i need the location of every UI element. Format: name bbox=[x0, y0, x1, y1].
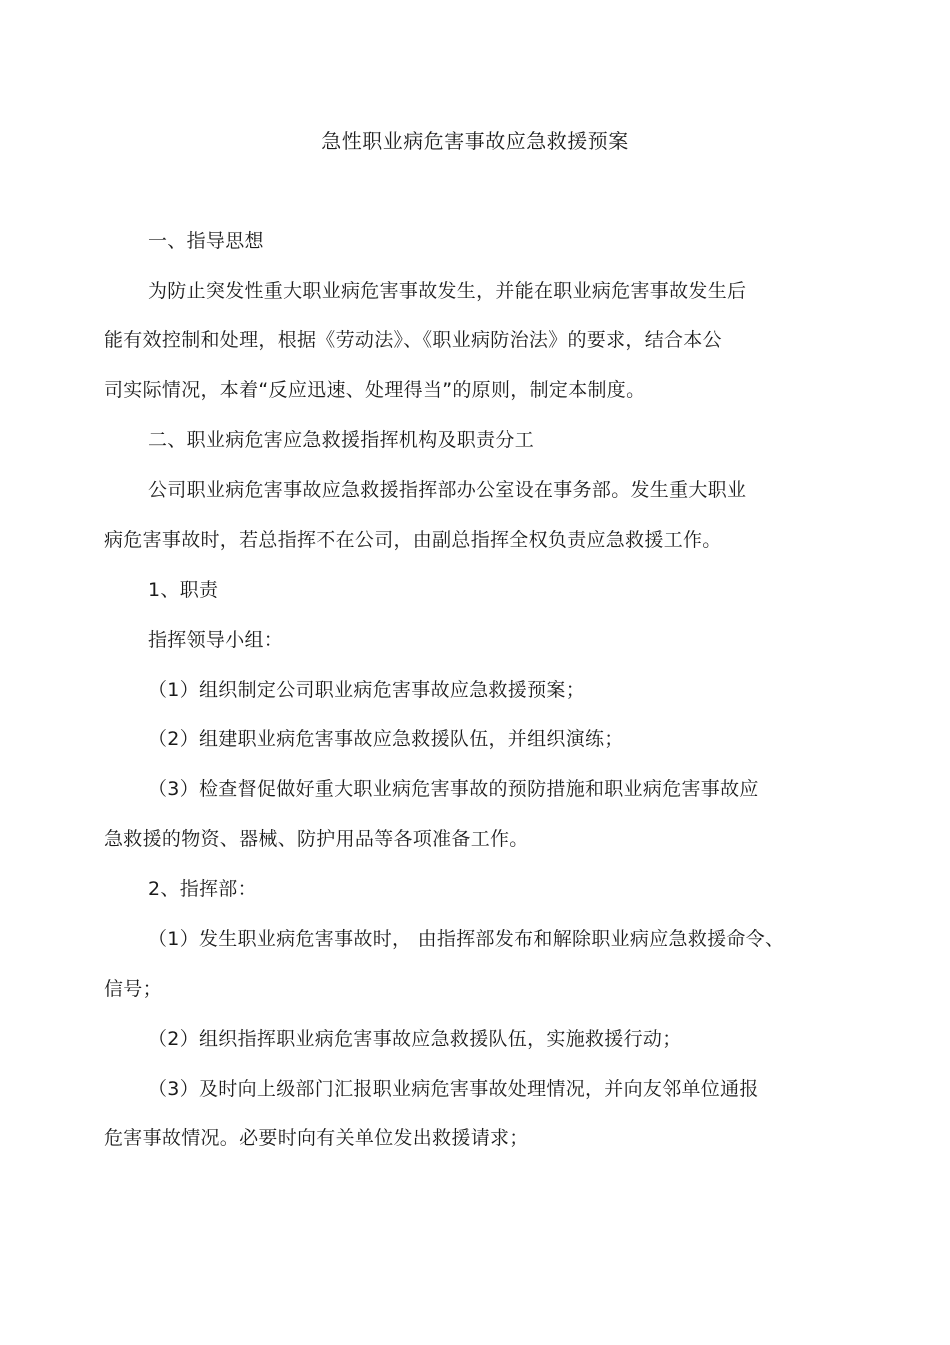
list-item-continuation: 急救援的物资、器械、防护用品等各项准备工作。 bbox=[104, 828, 529, 850]
list-item: （2）组建职业病危害事故应急救援队伍，并组织演练； bbox=[148, 728, 624, 750]
document-title: 急性职业病危害事故应急救援预案 bbox=[321, 129, 629, 153]
paragraph-line: 指挥领导小组： bbox=[148, 629, 284, 651]
list-item: （1）组织制定公司职业病危害事故应急救援预案； bbox=[148, 679, 585, 701]
list-item: （3）及时向上级部门汇报职业病危害事故处理情况，并向友邻单位通报 bbox=[148, 1078, 759, 1100]
list-item-continuation: 危害事故情况。必要时向有关单位发出救援请求； bbox=[104, 1127, 529, 1149]
paragraph-line: 病危害事故时，若总指挥不在公司，由副总指挥全权负责应急救援工作。 bbox=[104, 529, 722, 551]
section-heading-guiding-principle: 一、指导思想 bbox=[148, 230, 264, 252]
list-item: （1）发生职业病危害事故时， 由指挥部发布和解除职业病应急救援命令、 bbox=[148, 928, 785, 950]
paragraph-line: 能有效控制和处理，根据《劳动法》、《职业病防治法》的要求，结合本公 bbox=[104, 329, 722, 351]
section-heading-command-structure: 二、职业病危害应急救援指挥机构及职责分工 bbox=[148, 429, 535, 451]
paragraph-line: 为防止突发性重大职业病危害事故发生，并能在职业病危害事故发生后 bbox=[148, 280, 747, 302]
list-item: （3）检查督促做好重大职业病危害事故的预防措施和职业病危害事故应 bbox=[148, 778, 759, 800]
paragraph-line: 司实际情况，本着“反应迅速、处理得当”的原则，制定本制度。 bbox=[104, 379, 646, 401]
list-item: （2）组织指挥职业病危害事故应急救援队伍，实施救援行动； bbox=[148, 1028, 682, 1050]
subsection-heading-command-center: 2、指挥部： bbox=[148, 878, 257, 900]
subsection-heading-duties: 1、职责 bbox=[148, 579, 219, 601]
list-item-continuation: 信号； bbox=[104, 978, 162, 1000]
paragraph-line: 公司职业病危害事故应急救援指挥部办公室设在事务部。发生重大职业 bbox=[148, 479, 747, 501]
